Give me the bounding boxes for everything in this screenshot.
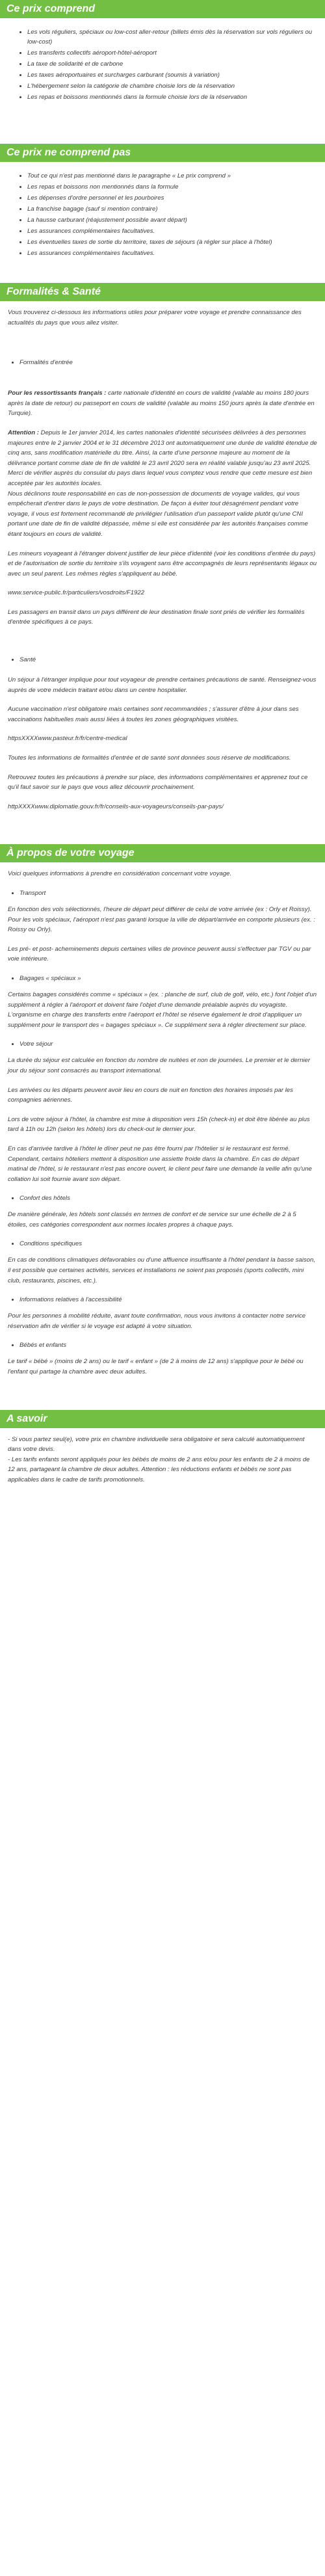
transit-paragraph: Les passagers en transit dans un pays différent de leur destination finale sont priés de vérifier les formalités d'entrée spécifiques à ce pays. bbox=[8, 608, 305, 626]
includes-section bbox=[0, 0, 325, 111]
baggage-heading: • Bagages « spéciaux » bbox=[20, 974, 317, 983]
formalities-title: Formalités & Santé bbox=[0, 283, 325, 301]
about-section bbox=[0, 844, 325, 1394]
asavoir-title: A savoir bbox=[0, 1410, 325, 1428]
includes-list bbox=[8, 27, 317, 102]
attention-paragraph-2: Merci de vérifier auprès du consulat du pays dans lequel vous comptez vous rendre que cette mesure est bien acceptée par les autorités locales. bbox=[8, 470, 313, 487]
list-item: • Les dépenses d'ordre personnel et les pourboires bbox=[27, 193, 317, 203]
accessibility-heading-list bbox=[0, 1295, 317, 1305]
attention-paragraph bbox=[8, 428, 317, 468]
attention-text: Depuis le 1er janvier 2014, les cartes nationales d'identité sécurisées délivrées à des personnes majeures entre le 2 janvier 2004 et le 31 décembre 2013 ont automatiquement une durée de validité étendue de cinq ans, sans modification matérielle du titre. Ainsi, la carte d'une personne majeure au moment de la délivrance portant comme date de fin de validité le 23 avril 2020 sera en réalité valable jusqu'au 23 avril 2025. bbox=[8, 429, 317, 467]
health-paragraph-4: Retrouvez toutes les précautions à prendre sur place, des informations complémentaires et apprenez tout ce qu'il faut savoir sur le pays que vous allez découvrir prochainement. bbox=[8, 773, 308, 791]
children-paragraph-1: Le tarif « bébé » (moins de 2 ans) ou le tarif « enfant » (de 2 à moins de 12 ans) s'applique pour le bébé ou l'enfant qui partage la chambre avec deux adultes. bbox=[8, 1358, 304, 1376]
hotel-comfort-heading: • Confort des hôtels bbox=[20, 1193, 317, 1203]
stay-paragraph-4: En cas d'arrivée tardive à l'hôtel le dîner peut ne pas être fourni par l'hôtelier si le restaurant est fermé. Cependant, certains hôteliers mettent à disposition une assiette froide dans la chambre. En cas de départ matinal de l'hôtel, si le restaurant n'est pas encore ouvert, le client peut faire une demande la veille afin qu'une collation lui soit fournie avant son départ. bbox=[8, 1145, 312, 1183]
excludes-title: Ce prix ne comprend pas bbox=[0, 144, 325, 162]
children-heading: • Bébés et enfants bbox=[20, 1340, 317, 1350]
attention-paragraph-3: Nous déclinons toute responsabilité en cas de non-possession de documents de voyage valides, qui vous empêcherait d'entrer dans le pays de votre destination. De façon à éviter tout désagrément pendant votre voyage, il vous est fortement recommandé de privilégier l'utilisation d'un passeport valide plutôt qu'une CNI portant une date de fin de validité dépassée, même si elle est considérée par les autorités françaises comme étant toujours en cours de validité. bbox=[8, 490, 308, 538]
asavoir-line-2: - Les tarifs enfants seront appliqués pour les bébés de moins de 2 ans et/ou pour les enfants de 2 à moins de 12 ans, partageant la chambre de deux adultes. Attention : les réductions enfants et bébés ne sont pas applicables dans le cadre de tarifs promotionnels. bbox=[8, 1455, 310, 1483]
about-intro: Voici quelques informations à prendre en considération concernant votre voyage. bbox=[8, 870, 232, 878]
specific-conditions-heading: • Conditions spécifiques bbox=[20, 1239, 317, 1249]
list-item: • Les assurances complémentaires facultatives. bbox=[27, 226, 317, 236]
fr-nationals-label: Pour les ressortissants français : bbox=[8, 390, 107, 397]
asavoir-line-1: - Si vous partez seul(e), votre prix en chambre individuelle sera obligatoire et sera calculé automatiquement dans votre devis. bbox=[8, 1435, 305, 1454]
stay-heading-list bbox=[0, 1039, 317, 1049]
pasteur-link[interactable]: httpsXXXXwww.pasteur.fr/fr/centre-medical bbox=[8, 735, 127, 743]
transport-paragraph-2: Les pré- et post- acheminements depuis certaines villes de province peuvent aussi s'effectuer par TGV ou par voie intérieure. bbox=[8, 945, 311, 963]
list-item: • Les transferts collectifs aéroport-hôtel-aéroport bbox=[27, 48, 317, 58]
list-item: • Les vols réguliers, spéciaux ou low-cost aller-retour (billets émis dès la réservation sur vols réguliers ou low-cost) bbox=[27, 27, 317, 47]
baggage-heading-list bbox=[0, 974, 317, 983]
list-item: • Les taxes aéroportuaires et surcharges carburant (soumis à variation) bbox=[27, 70, 317, 80]
attention-label: Attention : bbox=[8, 429, 39, 436]
specific-conditions-heading-list bbox=[0, 1239, 317, 1249]
asavoir-section bbox=[0, 1410, 325, 1502]
baggage-paragraph-1: Certains bagages considérés comme « spéciaux » (ex. : planche de surf, club de golf, vélo, etc.) font l'objet d'un supplément à régler à l'aéroport et doivent faire l'objet d'une demande préalable auprès du voyagiste. L'organisme en charge des transferts entre l'aéroport et l'hôtel se réserve également le droit d'appliquer un supplément pour le transport des « bagages spéciaux ». Ce supplément sera à régler directement sur place. bbox=[8, 990, 317, 1029]
transport-paragraph-1: En fonction des vols sélectionnés, l'heure de départ peut différer de celui de votre arrivée (ex : Orly et Roissy). Pour les vols spéciaux, l'aéroport n'est pas garanti lorsque la ville de départ/arrivée en comporte plusieurs (ex. : Roissy ou Orly). bbox=[8, 906, 315, 934]
accessibility-heading: • Informations relatives à l'accessibilité bbox=[20, 1295, 317, 1305]
stay-paragraph-2: Les arrivées ou les départs peuvent avoir lieu en cours de nuit en fonction des horaires imposés par les compagnies aériennes. bbox=[8, 1086, 293, 1104]
formalities-section bbox=[0, 283, 325, 829]
list-item: • L'hébergement selon la catégorie de chambre choisie lors de la réservation bbox=[27, 81, 317, 91]
health-heading: • Santé bbox=[20, 655, 317, 665]
list-item: • La taxe de solidarité et de carbone bbox=[27, 59, 317, 69]
transport-heading-list bbox=[0, 888, 317, 898]
list-item: • Les assurances complémentaires facultatives. bbox=[27, 248, 317, 258]
health-paragraph-3: Toutes les informations de formalités d'entrée et de santé sont données sous réserve de modifications. bbox=[8, 754, 291, 762]
children-heading-list bbox=[0, 1340, 317, 1350]
transport-heading: • Transport bbox=[20, 888, 317, 898]
minors-paragraph: Les mineurs voyageant à l'étranger doivent justifier de leur pièce d'identité (voir les conditions d'entrée du pays) et de l'autorisation de sortie du territoire s'ils voyagent sans être accompagnés de leurs représentants légaux ou avec un seul parent. Les mêmes règles s'appliquent au bébé. bbox=[8, 550, 317, 578]
excludes-section bbox=[0, 144, 325, 267]
includes-title: Ce prix comprend bbox=[0, 0, 325, 18]
health-heading-list bbox=[0, 655, 317, 665]
specific-conditions-paragraph-1: En cas de conditions climatiques défavorables ou d'une affluence insuffisante à l'hôtel pendant la basse saison, il est possible que certaines activités, services et installations ne soient pas proposés (sports collectifs, mini club, restaurants, piscines, etc.). bbox=[8, 1256, 315, 1284]
formalities-intro: Vous trouverez ci-dessous les informations utiles pour préparer votre voyage et prendre connaissance des actualités du pays que vous allez visiter. bbox=[8, 309, 302, 326]
stay-paragraph-3: Lors de votre séjour à l'hôtel, la chambre est mise à disposition vers 15h (check-in) et doit être libérée au plus tard à 11h ou 12h (selon les hôtels) lors du check-out le dernier jour. bbox=[8, 1115, 310, 1134]
about-title: À propos de votre voyage bbox=[0, 844, 325, 862]
service-public-link[interactable]: www.service-public.fr/particuliers/vosdroits/F1922 bbox=[8, 589, 145, 597]
list-item: • Tout ce qui n'est pas mentionné dans le paragraphe « Le prix comprend » bbox=[27, 171, 317, 181]
list-item: • La hausse carburant (réajustement possible avant départ) bbox=[27, 215, 317, 225]
stay-heading: • Votre séjour bbox=[20, 1039, 317, 1049]
hotel-comfort-paragraph-1: De manière générale, les hôtels sont classés en termes de confort et de service sur une échelle de 2 à 5 étoiles, ces catégories correspondent aux normes locales propres à chaque pays. bbox=[8, 1211, 296, 1228]
hotel-comfort-heading-list bbox=[0, 1193, 317, 1203]
fr-nationals-text: carte nationale d'identité en cours de validité (valable au moins 180 jours après la date de retour) ou passeport en cours de validité (valable au moins 150 jours après la date d'entrée en Turquie). bbox=[8, 390, 315, 418]
list-item: • Les repas et boissons mentionnés dans la formule choisie lors de la réservation bbox=[27, 92, 317, 102]
entry-heading: • Formalités d'entrée bbox=[20, 358, 317, 367]
list-item: • Les repas et boissons non mentionnés dans la formule bbox=[27, 182, 317, 192]
diplomatie-link[interactable]: httpXXXXwww.diplomatie.gouv.fr/fr/conseils-aux-voyageurs/conseils-par-pays/ bbox=[8, 803, 224, 810]
excludes-list bbox=[8, 171, 317, 258]
list-item: • Les éventuelles taxes de sortie du territoire, taxes de séjours (à régler sur place à l'hôtel) bbox=[27, 237, 317, 247]
fr-nationals-paragraph bbox=[8, 388, 317, 419]
list-item: • La franchise bagage (sauf si mention contraire) bbox=[27, 204, 317, 214]
stay-paragraph-1: La durée du séjour est calculée en fonction du nombre de nuitées et non de journées. Le premier et le dernier jour du séjour sont consacrés au transport international. bbox=[8, 1057, 311, 1074]
health-paragraph-1: Un séjour à l'étranger implique pour tout voyageur de prendre certaines précautions de santé. Renseignez-vous auprès de votre médecin traitant et/ou dans un centre hospitalier. bbox=[8, 676, 317, 694]
health-paragraph-2: Aucune vaccination n'est obligatoire mais certaines sont recommandées ; s'assurer d'être à jour dans ses vaccinations habituelles mais aussi liées à toutes les zones géographiques visitées. bbox=[8, 706, 299, 723]
accessibility-paragraph-1: Pour les personnes à mobilité réduite, avant toute confirmation, nous vous invitons à contacter notre service réservation afin de vérifier si le voyage est adapté à votre situation. bbox=[8, 1312, 306, 1330]
entry-heading-list bbox=[0, 358, 317, 367]
